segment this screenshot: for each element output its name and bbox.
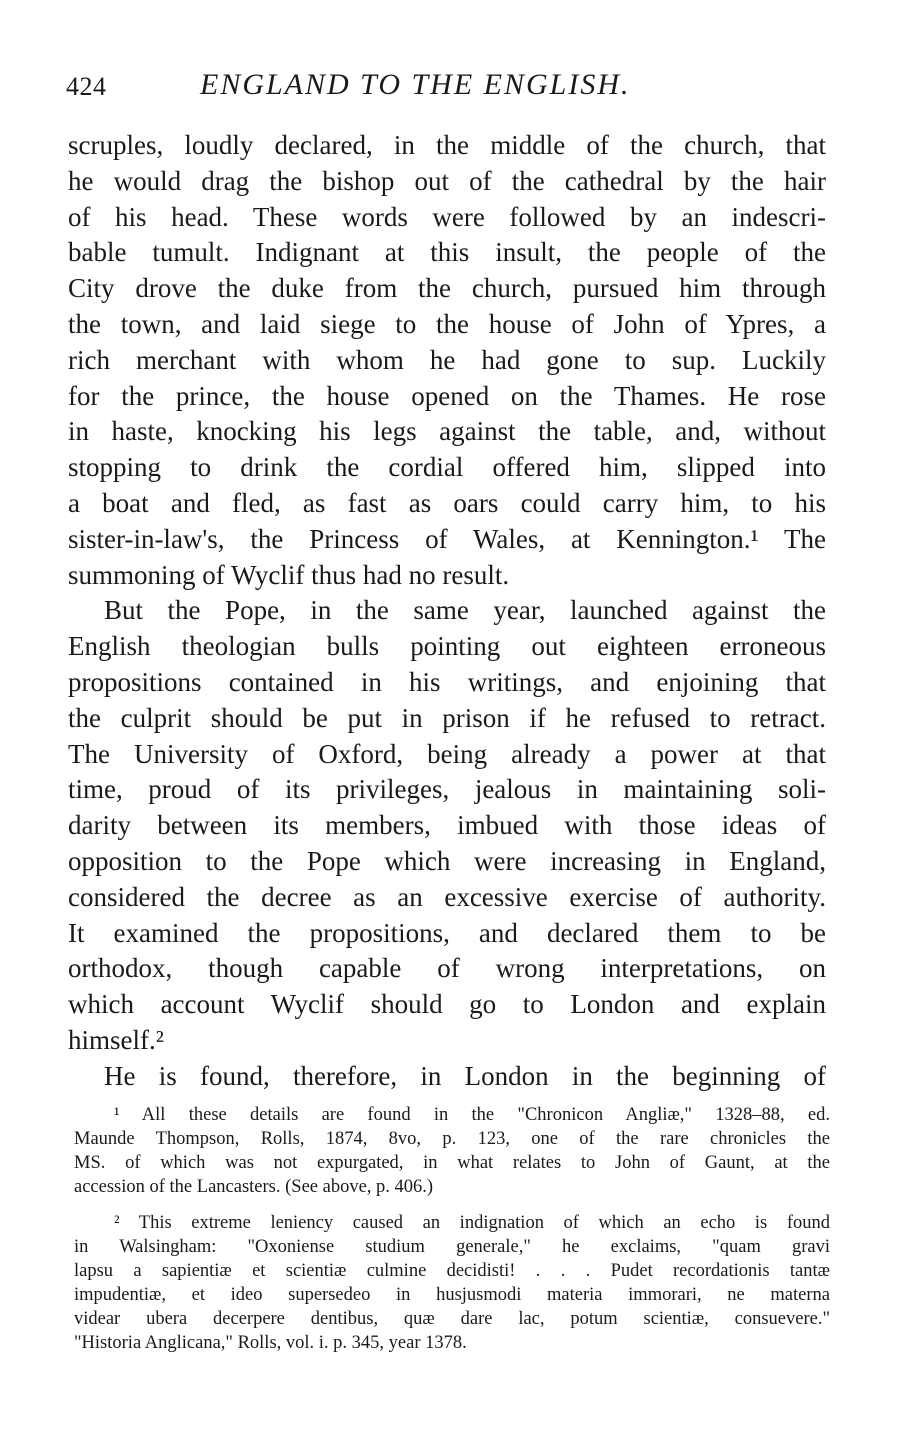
text-line: which account Wyclif should go to London and explain (68, 989, 826, 1020)
footnote-line: ¹ All these details are found in the "Chronicon Angliæ," 1328–88, ed. (114, 1105, 830, 1125)
text-line: stopping to drink the cordial offered him, slipped into (68, 452, 826, 483)
text-line: a boat and fled, as fast as oars could carry him, to his (68, 487, 826, 518)
footnote-1 (74, 1103, 830, 1199)
text-line: propositions contained in his writings, and enjoining that (68, 666, 826, 697)
text-line: rich merchant with whom he had gone to sup. Luckily (68, 344, 826, 375)
paragraph-start-line: He is found, therefore, in London in the beginning of (104, 1060, 826, 1091)
text-line: It examined the propositions, and declared them to be (68, 917, 826, 948)
footnote-line: accession of the Lancasters. (See above, p. 406.) (74, 1177, 434, 1197)
running-title: ENGLAND TO THE ENGLISH. (200, 68, 631, 101)
text-line: for the prince, the house opened on the Thames. He rose (68, 380, 826, 411)
text-line: summoning of Wyclif thus had no result. (68, 559, 510, 590)
footnote-line: "Historia Anglicana," Rolls, vol. i. p. 345, year 1378. (74, 1333, 467, 1353)
paragraph-start-line: But the Pope, in the same year, launched against the (104, 595, 826, 626)
footnote-line: videar ubera decerpere dentibus, quæ dare lac, potum scientiæ, consuevere." (74, 1309, 830, 1329)
footnote-2 (74, 1211, 830, 1355)
text-line: English theologian bulls pointing out eighteen erroneous (68, 631, 826, 662)
page-number: 424 (66, 72, 107, 101)
text-line: in haste, knocking his legs against the table, and, without (68, 416, 826, 447)
text-line: the town, and laid siege to the house of John of Ypres, a (68, 308, 826, 339)
text-line: darity between its members, imbued with those ideas of (68, 810, 826, 841)
text-line: considered the decree as an excessive exercise of authority. (68, 881, 826, 912)
footnotes (74, 1103, 830, 1355)
text-line: The University of Oxford, being already a power at that (68, 738, 826, 769)
text-line: bable tumult. Indignant at this insult, the people of the (68, 237, 826, 268)
text-line: orthodox, though capable of wrong interpretations, on (68, 953, 826, 984)
text-line: sister-in-law's, the Princess of Wales, at Kennington.¹ The (68, 523, 826, 554)
footnote-line: impudentiæ, et ideo supersedeo in husjusmodi materia immorari, ne materna (74, 1285, 830, 1305)
footnote-line: ² This extreme leniency caused an indignation of which an echo is found (114, 1213, 830, 1233)
footnote-line: Maunde Thompson, Rolls, 1874, 8vo, p. 123, one of the rare chronicles the (74, 1129, 830, 1149)
footnote-line: MS. of which was not expurgated, in what relates to John of Gaunt, at the (74, 1153, 830, 1173)
footnote-line: lapsu a sapientiæ et scientiæ culmine decidisti! . . . Pudet recordationis tantæ (74, 1261, 830, 1281)
text-line: City drove the duke from the church, pursued him through (68, 273, 826, 304)
text-line: time, proud of its privileges, jealous in maintaining soli- (68, 774, 826, 805)
text-line: of his head. These words were followed by an indescri- (68, 201, 826, 232)
text-line: himself.² (68, 1024, 164, 1055)
text-line: the culprit should be put in prison if he refused to retract. (68, 702, 826, 733)
page-header (66, 58, 836, 108)
text-line: scruples, loudly declared, in the middle of the church, that (68, 130, 826, 160)
footnote-line: in Walsingham: "Oxoniense studium generale," he exclaims, "quam gravi (74, 1237, 830, 1257)
body-text (68, 128, 826, 1095)
text-line: opposition to the Pope which were increasing in England, (68, 845, 826, 876)
footnote-spacer (74, 1199, 830, 1211)
text-line: he would drag the bishop out of the cathedral by the hair (68, 165, 826, 196)
